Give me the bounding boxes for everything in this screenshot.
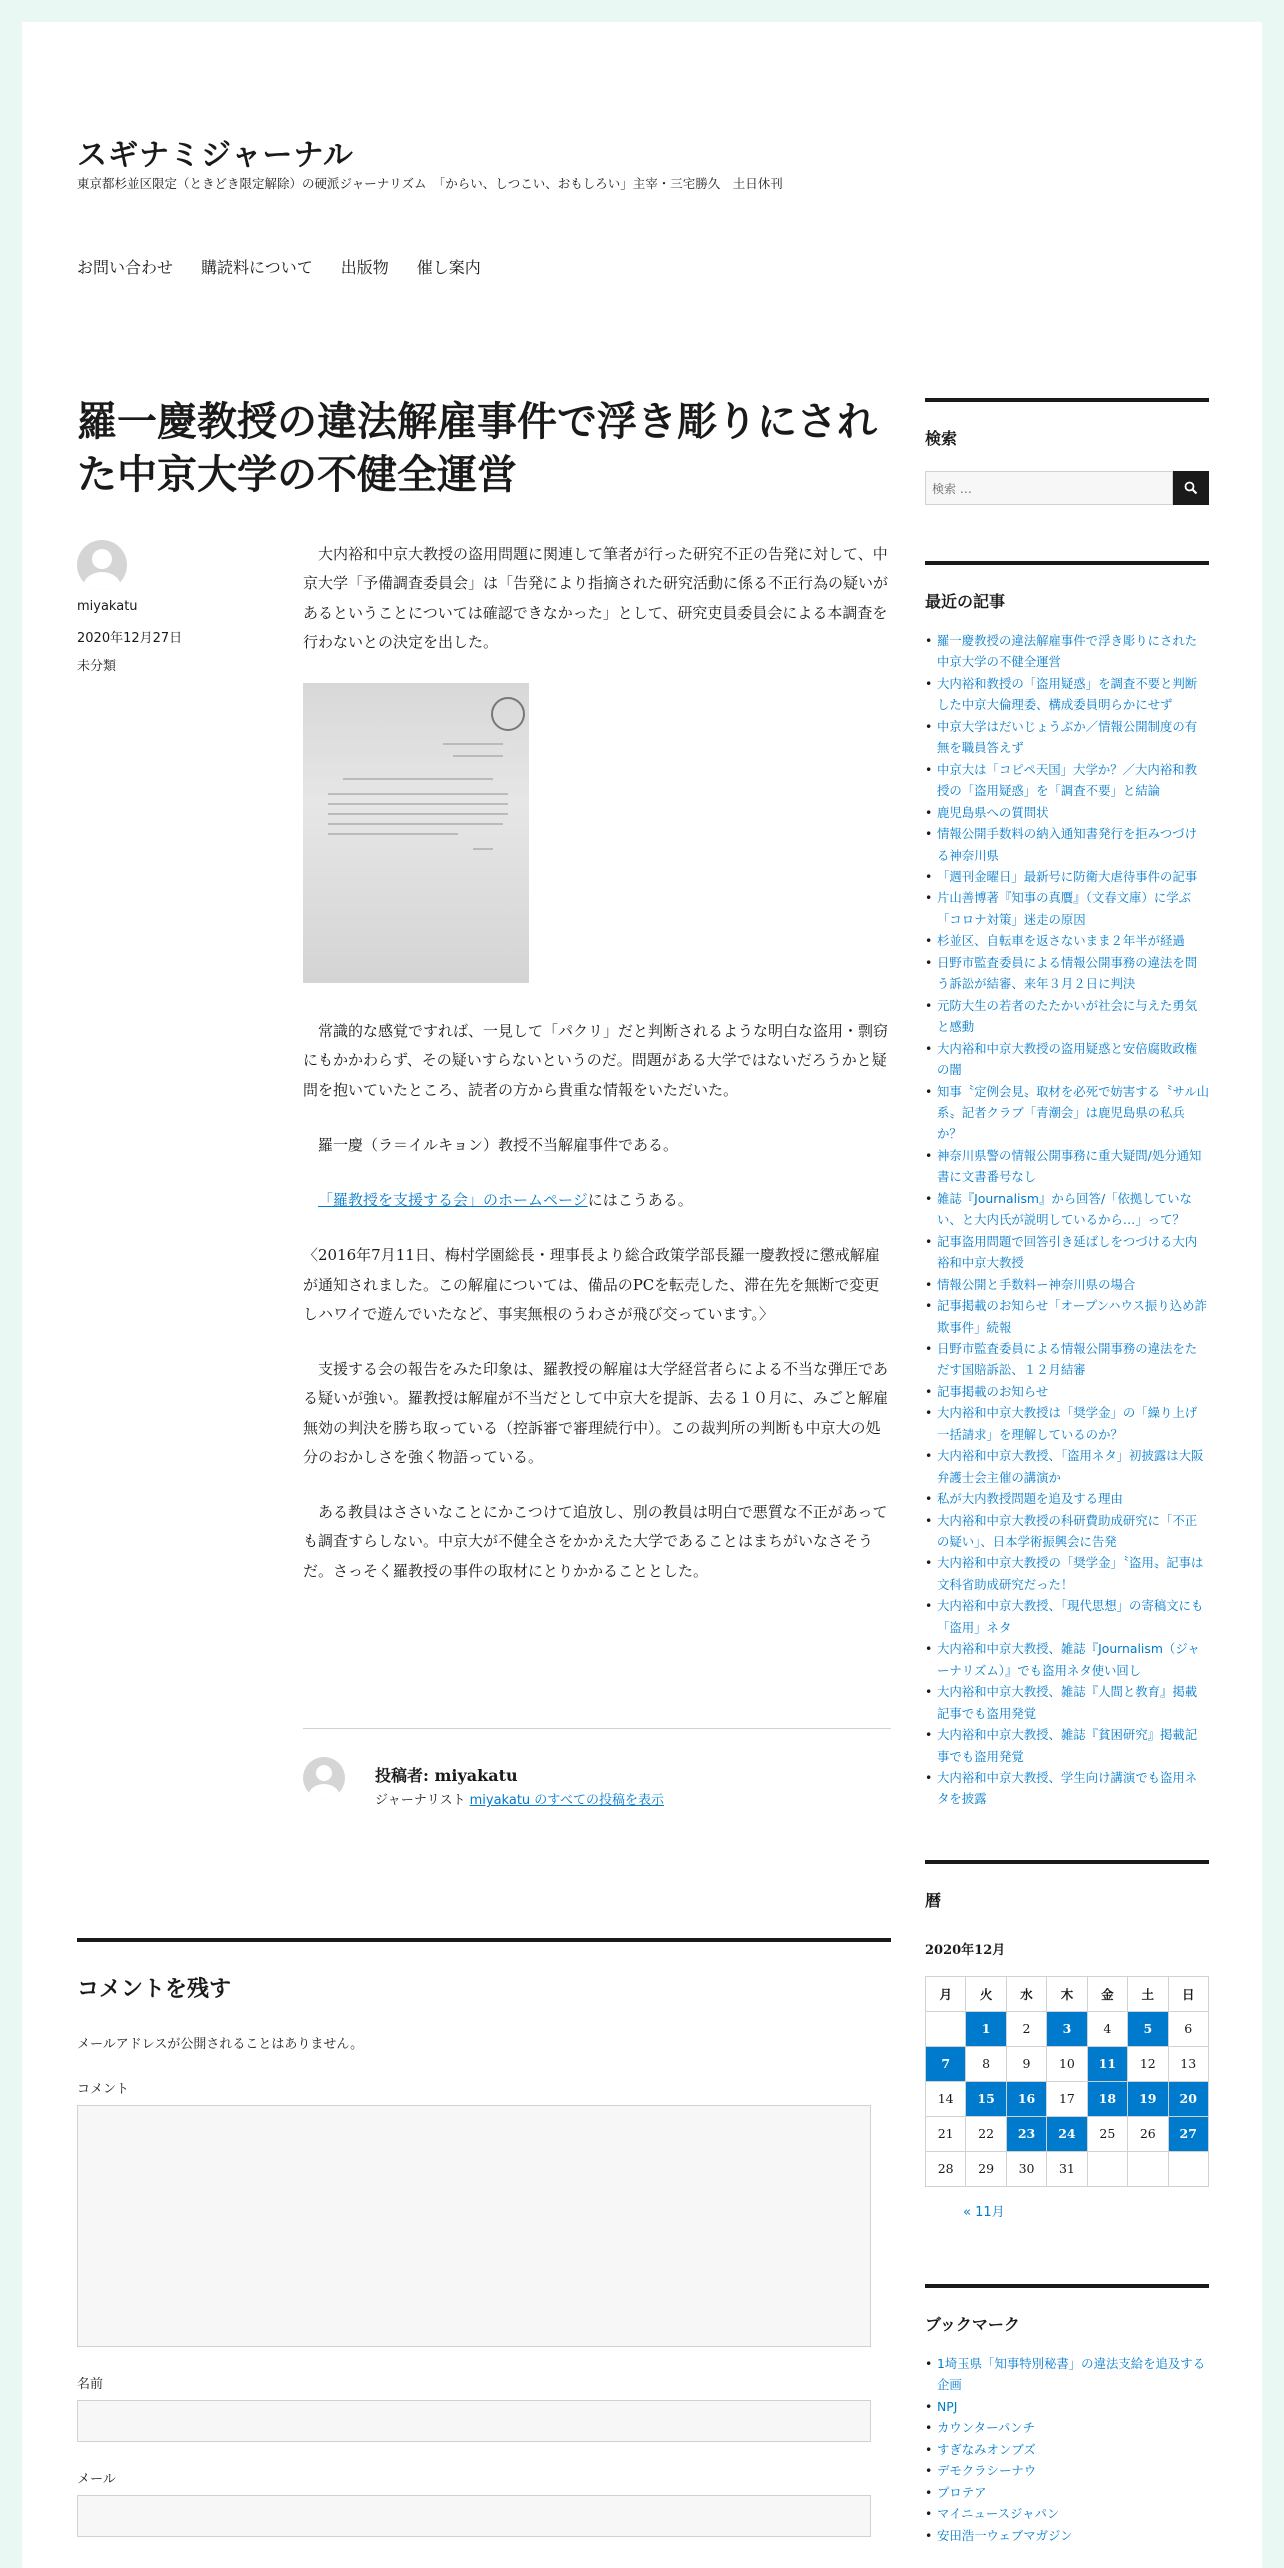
author-posts-link[interactable]: miyakatu のすべての投稿を表示 [469, 1793, 665, 1808]
post-content [303, 540, 891, 1612]
paragraph-text: にはこうある。 [587, 1191, 693, 1209]
author-bio: ジャーナリスト miyakatu のすべての投稿を表示 [375, 1793, 665, 1808]
recent-post-link[interactable]: • 大内裕和中京大教授、「盗用ネタ」初披露は大阪弁護士会主催の講演か [925, 1445, 1209, 1488]
recent-post-link[interactable]: • 羅一慶教授の違法解雇事件で浮き彫りにされた中京大学の不健全運営 [925, 630, 1209, 673]
bookmark-link[interactable]: • マイニュースジャパン [925, 2503, 1209, 2524]
recent-post-link[interactable]: • 大内裕和中京大教授の盗用疑惑と安倍腐敗政権の闇 [925, 1038, 1209, 1081]
calendar-weekday: 木 [1047, 1976, 1087, 2011]
bookmark-link[interactable]: • すぎなみオンブズ [925, 2439, 1209, 2460]
calendar-day: 14 [926, 2081, 966, 2116]
calendar-day [1168, 2151, 1209, 2186]
recent-post-link[interactable]: • 大内裕和中京大教授、雑誌『人間と教育』掲載記事でも盗用発覚 [925, 1681, 1209, 1724]
recent-post-link[interactable]: • 元防大生の若者のたたかいが社会に与えた勇気と感動 [925, 995, 1209, 1038]
calendar-day: 30 [1006, 2151, 1046, 2186]
calendar-day-link[interactable]: 19 [1128, 2081, 1168, 2116]
calendar-day: 9 [1006, 2046, 1046, 2081]
calendar-weekday: 月 [926, 1976, 966, 2011]
recent-posts-list [925, 630, 1209, 1810]
comment-label: コメント [77, 2082, 130, 2097]
main-nav [77, 255, 481, 278]
recent-post-link[interactable]: • 知事〝定例会見〟取材を必死で妨害する〝サル山系〟記者クラブ「青潮会」は鹿児島県の私兵か？ [925, 1081, 1209, 1145]
seal-icon [491, 697, 525, 731]
calendar-day: 10 [1047, 2046, 1087, 2081]
bookmark-link[interactable]: • プロテア [925, 2482, 1209, 2503]
recent-post-link[interactable]: • 情報公開と手数料ー神奈川県の場合 [925, 1274, 1209, 1295]
quote-paragraph: 〈2016年7月11日、梅村学園総長・理事長より総合政策学部長羅一慶教授に懲戒解雇が通知されました。この解雇については、備品のPCを転売した、滞在先を無断で変更しハワイで遊んでいたなど、事実無根のうわさが飛び交っています。〉 [303, 1246, 880, 1323]
calendar-weekday: 水 [1006, 1976, 1046, 2011]
calendar-day: 31 [1047, 2151, 1087, 2186]
support-group-link[interactable]: 「羅教授を支援する会」のホームページ [318, 1191, 588, 1209]
document-photo[interactable] [303, 683, 529, 983]
author-heading: 投稿者: miyakatu [375, 1766, 518, 1785]
post-date[interactable]: 2020年12月27日 [77, 631, 183, 646]
recent-post-link[interactable]: • 中京大は「コピペ天国」大学か？／大内裕和教授の「盗用疑惑」を「調査不要」と結論 [925, 759, 1209, 802]
widget-title: 検索 [925, 429, 958, 448]
calendar-day: 17 [1047, 2081, 1087, 2116]
comment-textarea[interactable] [77, 2105, 871, 2347]
paragraph [303, 1186, 891, 1215]
calendar-day: 6 [1168, 2011, 1209, 2046]
bookmarks-widget [925, 2284, 1209, 2546]
calendar-day [1128, 2151, 1168, 2186]
recent-post-link[interactable]: • 中京大学はだいじょうぶか／情報公開制度の有無を職員答えず [925, 716, 1209, 759]
paragraph: 羅一慶（ラ＝イルキョン）教授不当解雇事件である。 [318, 1135, 679, 1154]
recent-post-link[interactable]: • 鹿児島県への質問状 [925, 802, 1209, 823]
calendar-day-link[interactable]: 11 [1087, 2046, 1127, 2081]
calendar-day: 2 [1006, 2011, 1046, 2046]
page [22, 22, 1262, 2568]
calendar-day-link[interactable]: 18 [1087, 2081, 1127, 2116]
recent-post-link[interactable]: • 神奈川県警の情報公開事務に重大疑問/処分通知書に文書番号なし [925, 1145, 1209, 1188]
bookmark-list [925, 2353, 1209, 2546]
paragraph: 支援する会の報告をみた印象は、羅教授の解雇は大学経営者らによる不当な弾圧である疑いが強い。羅教授は解雇が不当だとして中京大を提訴、去る１０月に、みごと解雇無効の判決を勝ち取っている（控訴審で審理続行中）。この裁判所の判断も中京大の処分のおかしさを強く物語っている。 [303, 1360, 889, 1466]
calendar-day: 13 [1168, 2046, 1209, 2081]
widget-title: 最近の記事 [925, 592, 1006, 611]
recent-post-link[interactable]: • 「週刊金曜日」最新号に防衛大虐待事件の記事 [925, 866, 1209, 887]
recent-post-link[interactable]: • 日野市監査委員による情報公開事務の違法をただす国賠訴訟、１２月結審 [925, 1338, 1209, 1381]
post-author[interactable]: miyakatu [77, 599, 138, 614]
avatar [77, 540, 127, 590]
recent-post-link[interactable]: • 記事掲載のお知らせ [925, 1381, 1209, 1402]
recent-post-link[interactable]: • 情報公開手数料の納入通知書発行を拒みつづける神奈川県 [925, 823, 1209, 866]
calendar-day-link[interactable]: 16 [1006, 2081, 1046, 2116]
calendar-day: 29 [966, 2151, 1006, 2186]
calendar-day: 12 [1128, 2046, 1168, 2081]
search-button[interactable] [1173, 471, 1209, 505]
post-title: 羅一慶教授の違法解雇事件で浮き彫りにされた中京大学の不健全運営 [77, 399, 877, 498]
recent-post-link[interactable]: • 大内裕和中京大教授は「奨学金」の「繰り上げ一括請求」を理解しているのか？ [925, 1402, 1209, 1445]
sidebar [925, 398, 1209, 2546]
comment-notes: メールアドレスが公開されることはありません。 [77, 2037, 364, 2052]
name-field[interactable] [77, 2400, 871, 2442]
comment-title: コメントを残す [77, 1977, 232, 2002]
search-input[interactable]: 検索 … [925, 471, 1173, 505]
calendar-weekday: 金 [1087, 1976, 1127, 2011]
recent-post-link[interactable]: • 雑誌『Journalism』から回答/「依拠していない、と大内氏が説明しているから…」って？ [925, 1188, 1209, 1231]
recent-post-link[interactable]: • 大内裕和中京大教授、雑誌『貧困研究』掲載記事でも盗用発覚 [925, 1724, 1209, 1767]
calendar-day: 4 [1087, 2011, 1127, 2046]
calendar-weekday: 日 [1168, 1976, 1209, 2011]
calendar-day-link[interactable]: 3 [1047, 2011, 1087, 2046]
calendar-prev-link[interactable]: « 11月 [963, 2204, 1005, 2220]
calendar-widget [925, 1860, 1209, 2220]
paragraph: ある教員はささいなことにかこつけて追放し、別の教員は明白で悪質な不正があっても調査すらしない。中京大が不健全さをかかえた大学であることはまちがいなさそうだ。さっそく羅教授の事件の取材にとりかかることとした。 [303, 1503, 888, 1580]
recent-post-link[interactable]: • 大内裕和中京大教授、学生向け講演でも盗用ネタを披露 [925, 1767, 1209, 1810]
calendar-day: 22 [966, 2116, 1006, 2151]
calendar-day-link[interactable]: 7 [926, 2046, 966, 2081]
calendar-day-link[interactable]: 23 [1006, 2116, 1046, 2151]
recent-post-link[interactable]: • 私が大内教授問題を追及する理由 [925, 1488, 1209, 1509]
bookmark-link[interactable]: • 安田浩一ウェブマガジン [925, 2525, 1209, 2546]
calendar-day: 8 [966, 2046, 1006, 2081]
paragraph: 大内裕和中京大教授の盗用問題に関連して筆者が行った研究不正の告発に対して、中京大学「予備調査委員会」は「告発により指摘された研究活動に係る不正行為の疑いがあるということについては確認できなかった」として、研究吏員委員会による本調査を行わないとの決定を出した。 [303, 545, 889, 651]
recent-post-link[interactable]: • 大内裕和教授の「盗用疑惑」を調査不要と判断した中京大倫理委、構成委員明らかにせず [925, 673, 1209, 716]
bookmark-link[interactable]: • カウンターパンチ [925, 2417, 1209, 2438]
recent-post-link[interactable]: • 記事掲載のお知らせ「オープンハウス振り込め詐欺事件」続報 [925, 1295, 1209, 1338]
widget-title: 暦 [925, 1890, 942, 1910]
recent-post-link[interactable]: • 大内裕和中京大教授の「奨学金」〝盗用〟記事は文科省助成研究だった！ [925, 1552, 1209, 1595]
calendar-day [926, 2011, 966, 2046]
nav-contact[interactable]: お問い合わせ [77, 258, 174, 277]
bookmark-link[interactable]: • 1埼玉県「知事特別秘書」の違法支給を追及する企画 [925, 2353, 1209, 2396]
post-category[interactable]: 未分類 [77, 659, 117, 674]
calendar-day: 25 [1087, 2116, 1127, 2151]
calendar-table [925, 1976, 1209, 2187]
email-label: メール [77, 2472, 116, 2487]
calendar-day [1087, 2151, 1127, 2186]
calendar-day: 26 [1128, 2116, 1168, 2151]
recent-post-link[interactable]: • 大内裕和中京大教授、「現代思想」の寄稿文にも「盗用」ネタ [925, 1595, 1209, 1638]
calendar-day: 28 [926, 2151, 966, 2186]
calendar-day-link[interactable]: 24 [1047, 2116, 1087, 2151]
site-description: 東京都杉並区限定（ときどき限定解除）の硬派ジャーナリズム 「からい、しつこい、おもしろい」主宰・三宅勝久 土日休刊 [77, 176, 783, 191]
calendar-day-link[interactable]: 15 [966, 2081, 1006, 2116]
recent-post-link[interactable]: • 大内裕和中京大教授、雑誌『Journalism（ジャーナリズム）』でも盗用ネタ使い回し [925, 1638, 1209, 1681]
calendar-day: 21 [926, 2116, 966, 2151]
bookmark-link[interactable]: • デモクラシーナウ [925, 2460, 1209, 2481]
email-field[interactable] [77, 2495, 871, 2537]
avatar [303, 1757, 345, 1799]
recent-post-link[interactable]: • 大内裕和中京大教授の科研費助成研究に「不正の疑い」、日本学術振興会に告発 [925, 1510, 1209, 1553]
nav-publications[interactable]: 出版物 [340, 258, 389, 277]
author-info [303, 1728, 891, 1808]
calendar-day-link[interactable]: 27 [1168, 2116, 1209, 2151]
calendar-day-link[interactable]: 1 [966, 2011, 1006, 2046]
search-icon [1184, 481, 1198, 495]
calendar-weekday: 土 [1128, 1976, 1168, 2011]
search-widget [925, 398, 1209, 505]
recent-post-link[interactable]: • 片山善博著『知事の真贋』（文春文庫）に学ぶ「コロナ対策」迷走の原因 [925, 887, 1209, 930]
bookmark-link[interactable]: • NPJ [925, 2396, 1209, 2417]
paragraph: 常識的な感覚ですれば、一見して「パクリ」だと判断されるような明白な盗用・剽窃にもかかわらず、その疑いすらないというのだ。問題がある大学ではないだろうかと疑問を抱いていたところ、読者の方から貴重な情報をいただいた。 [303, 1022, 889, 1099]
calendar-caption: 2020年12月 [925, 1942, 1006, 1958]
calendar-day-link[interactable]: 5 [1128, 2011, 1168, 2046]
recent-post-link[interactable]: • 日野市監査委員による情報公開事務の違法を問う訴訟が結審、来年３月２日に判決 [925, 952, 1209, 995]
widget-title: ブックマーク [925, 2314, 1020, 2334]
calendar-day-link[interactable]: 20 [1168, 2081, 1209, 2116]
recent-post-link[interactable]: • 記事盗用問題で回答引き延ばしをつづける大内裕和中京大教授 [925, 1231, 1209, 1274]
calendar-weekday: 火 [966, 1976, 1006, 2011]
recent-post-link[interactable]: • 杉並区、自転車を返さないまま２年半が経過 [925, 930, 1209, 951]
comment-form [77, 1938, 891, 2537]
nav-events[interactable]: 催し案内 [416, 258, 481, 277]
recent-posts-widget [925, 561, 1209, 1810]
site-title[interactable]: スギナミジャーナル [77, 138, 354, 173]
name-label: 名前 [77, 2377, 104, 2392]
nav-subscription[interactable]: 購読料について [201, 258, 313, 277]
